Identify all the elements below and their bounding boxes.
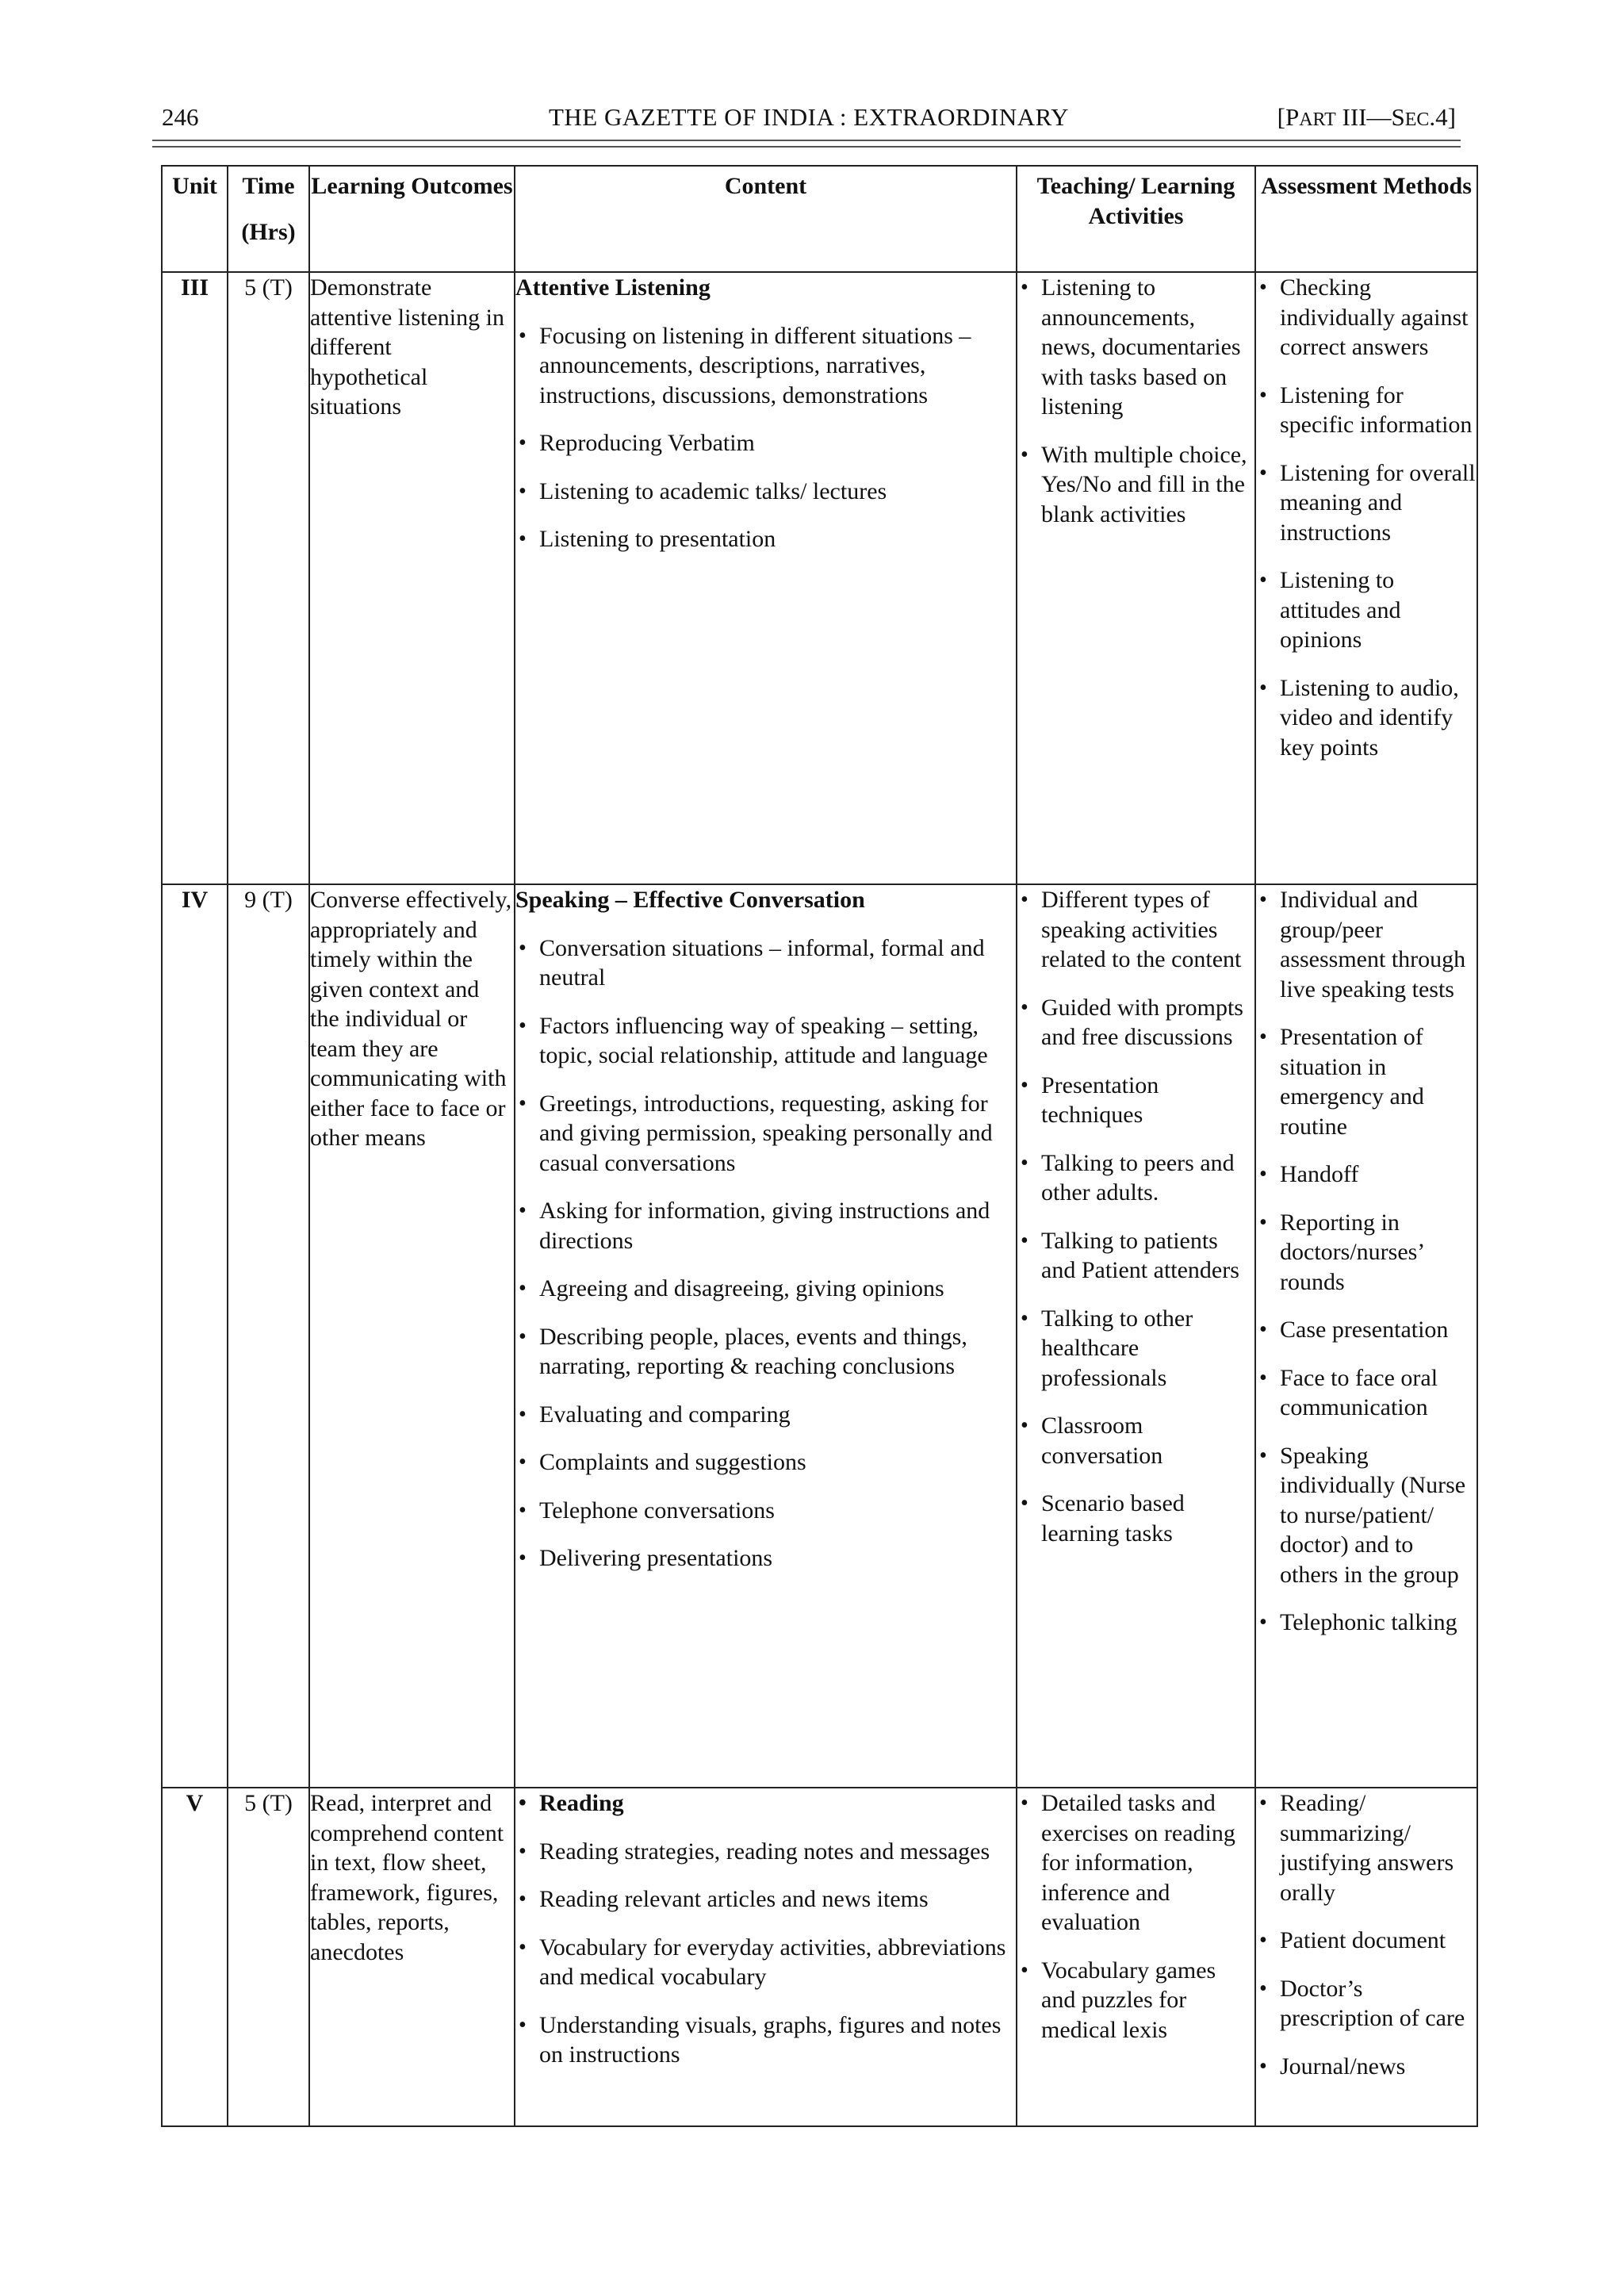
list-item: • Presentation techniques [1017,1071,1254,1130]
time-cell: 5 (T) [228,272,309,884]
learning-outcomes-cell: Demonstrate attentive listening in different hypothetical situations [309,272,515,884]
list-item: • Different types of speaking activities related to the content [1017,885,1254,975]
column-header-assessment-methods: Assessment Methods [1255,166,1477,272]
learning-outcomes-cell: Converse effectively, appropriately and timely within the given context and the individual or team they are communicating with either face to face or other means [309,884,515,1788]
list-item: • Describing people, places, events and things, narrating, reporting & reaching conclusions [515,1322,1016,1382]
teaching-list [1017,1788,1254,2045]
assessment-list [1256,273,1477,762]
list-item: • Delivering presentations [515,1543,1016,1573]
list-item: • Classroom conversation [1017,1411,1254,1470]
column-header-learning-outcomes: Learning Outcomes [309,166,515,272]
list-item: • Listening to announcements, news, documentaries with tasks based on listening [1017,273,1254,422]
list-item: • Listening to audio, video and identify key points [1256,673,1477,763]
table-header-row [162,166,1477,272]
list-item-heading: • Reading [515,1788,1016,1819]
list-item: • Listening for specific information [1256,381,1477,440]
list-item: • Case presentation [1256,1315,1477,1345]
list-item: • Talking to patients and Patient attenders [1017,1226,1254,1286]
list-item: • Factors influencing way of speaking – setting, topic, social relationship, attitude and language [515,1011,1016,1071]
list-item: • Detailed tasks and exercises on reading for information, inference and evaluation [1017,1788,1254,1938]
learning-outcomes-cell: Read, interpret and comprehend content in text, flow sheet, framework, figures, tables, reports, anecdotes [309,1788,515,2126]
list-item: • Guided with prompts and free discussions [1017,993,1254,1052]
teaching-list [1017,273,1254,529]
assessment-methods-cell [1255,272,1477,884]
list-item: • Listening to academic talks/ lectures [515,477,1016,507]
list-item: • Reproducing Verbatim [515,428,1016,458]
unit-cell: V [162,1788,228,2126]
list-item: • Complaints and suggestions [515,1447,1016,1478]
teaching-activities-cell [1017,1788,1255,2126]
list-item: • Agreeing and disagreeing, giving opinions [515,1274,1016,1304]
table-row-unit-iii [162,272,1477,884]
content-cell [515,884,1017,1788]
list-item: • Asking for information, giving instructions and directions [515,1196,1016,1255]
list-item: • Evaluating and comparing [515,1400,1016,1430]
column-header-time: Time (Hrs) [228,166,309,272]
unit-cell: III [162,272,228,884]
column-header-unit: Unit [162,166,228,272]
list-item: • Individual and group/peer assessment through live speaking tests [1256,885,1477,1004]
list-item: • Speaking individually (Nurse to nurse/patient/ doctor) and to others in the group [1256,1441,1477,1590]
list-item: • Conversation situations – informal, formal and neutral [515,933,1016,993]
time-cell: 5 (T) [228,1788,309,2126]
content-list [515,933,1016,1573]
teaching-activities-cell [1017,272,1255,884]
assessment-list [1256,1788,1477,2081]
list-item: • Presentation of situation in emergency and routine [1256,1022,1477,1141]
list-item: • Reading strategies, reading notes and messages [515,1837,1016,1867]
list-item: • Vocabulary for everyday activities, abbreviations and medical vocabulary [515,1933,1016,1992]
header-rule-bottom [152,146,1461,148]
header-rule-top [152,140,1461,141]
content-cell [515,1788,1017,2126]
list-item: • Talking to other healthcare professionals [1017,1304,1254,1393]
list-item: • Telephone conversations [515,1496,1016,1526]
page-number: 246 [162,103,199,131]
list-item: • Focusing on listening in different situations – announcements, descriptions, narratives, instructions, discussions, demonstrations [515,321,1016,411]
teaching-list [1017,885,1254,1548]
content-heading: Attentive Listening [515,274,710,301]
content-list [515,321,1016,554]
list-item: • Talking to peers and other adults. [1017,1148,1254,1208]
assessment-list [1256,885,1477,1638]
list-item: • Patient document [1256,1926,1477,1956]
content-list [515,1788,1016,2070]
page-header [162,94,1456,141]
list-item: • Understanding visuals, graphs, figures and notes on instructions [515,2010,1016,2070]
content-cell [515,272,1017,884]
list-item: • Checking individually against correct answers [1256,273,1477,362]
list-item: • With multiple choice, Yes/No and fill in the blank activities [1017,440,1254,530]
list-item: • Reporting in doctors/nurses’ rounds [1256,1208,1477,1297]
gazette-title: THE GAZETTE OF INDIA : EXTRAORDINARY [548,103,1070,131]
list-item: • Handoff [1256,1159,1477,1190]
list-item: • Journal/news [1256,2052,1477,2082]
assessment-methods-cell [1255,1788,1477,2126]
list-item: • Telephonic talking [1256,1608,1477,1638]
assessment-methods-cell [1255,884,1477,1788]
list-item: • Vocabulary games and puzzles for medical lexis [1017,1956,1254,2045]
list-item: • Reading/ summarizing/ justifying answers orally [1256,1788,1477,1907]
list-item: • Listening to attitudes and opinions [1256,565,1477,655]
table-row-unit-v [162,1788,1477,2126]
list-item: • Listening for overall meaning and instructions [1256,458,1477,548]
content-heading: Speaking – Effective Conversation [515,887,865,913]
teaching-activities-cell [1017,884,1255,1788]
table-row-unit-iv [162,884,1477,1788]
column-header-teaching-activities: Teaching/ Learning Activities [1017,166,1255,272]
column-header-content: Content [515,166,1017,272]
list-item: • Reading relevant articles and news items [515,1884,1016,1915]
list-item: • Scenario based learning tasks [1017,1489,1254,1548]
list-item: • Doctor’s prescription of care [1256,1974,1477,2033]
list-item: • Listening to presentation [515,524,1016,554]
list-item: • Face to face oral communication [1256,1363,1477,1423]
unit-cell: IV [162,884,228,1788]
time-cell: 9 (T) [228,884,309,1788]
section-reference: [PART III—SEC.4] [1277,103,1456,131]
syllabus-table [161,165,1478,2127]
list-item: • Greetings, introductions, requesting, asking for and giving permission, speaking personally and casual conversations [515,1089,1016,1179]
